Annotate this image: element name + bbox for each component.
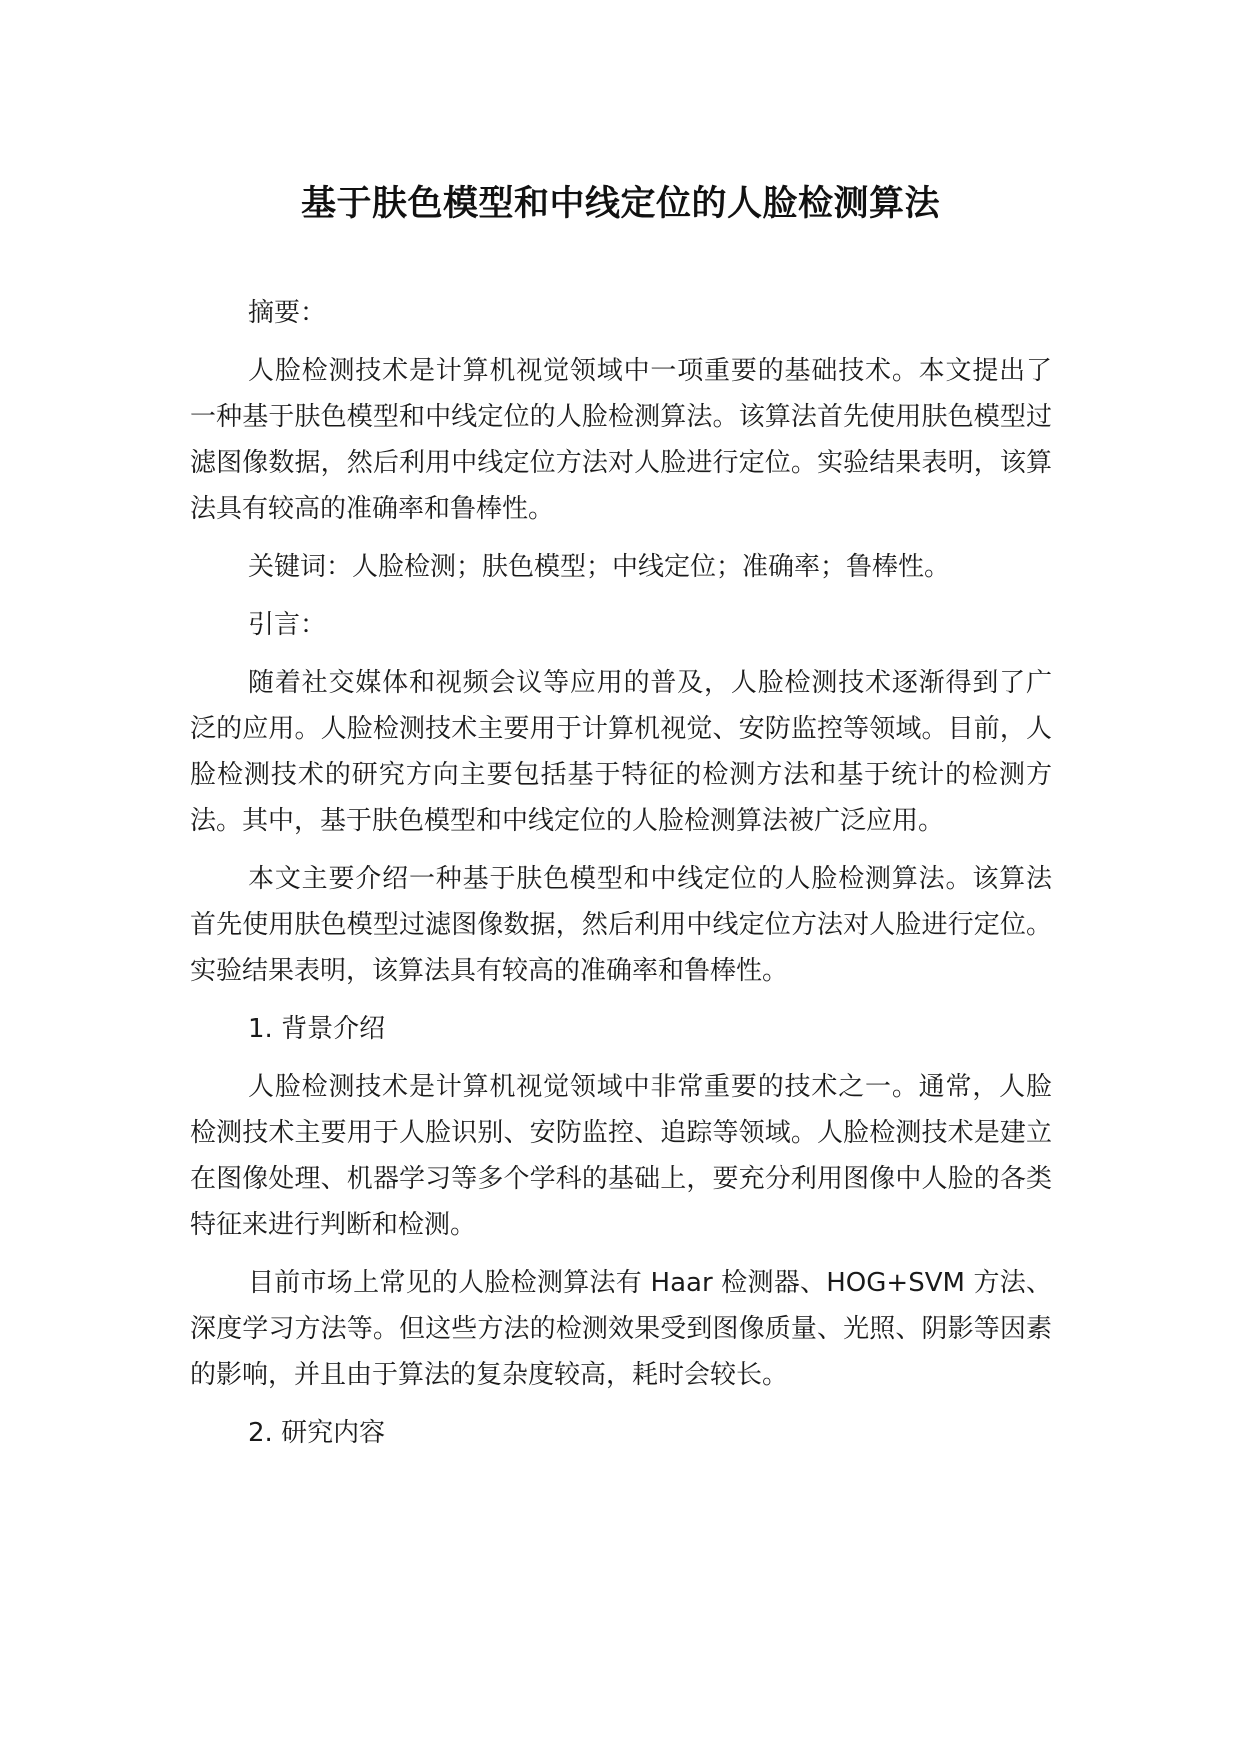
intro-paragraph-1: 随着社交媒体和视频会议等应用的普及，人脸检测技术逐渐得到了广泛的应用。人脸检测技术主要用于计算机视觉、安防监控等领域。目前，人脸检测技术的研究方向主要包括基于特征的检测方法和基于统计的检测方法。其中，基于肤色模型和中线定位的人脸检测算法被广泛应用。	[190, 668, 1052, 836]
abstract-label: 摘要：	[248, 298, 327, 328]
abstract-paragraph: 人脸检测技术是计算机视觉领域中一项重要的基础技术。本文提出了一种基于肤色模型和中线定位的人脸检测算法。该算法首先使用肤色模型过滤图像数据，然后利用中线定位方法对人脸进行定位。实验结果表明，该算法具有较高的准确率和鲁棒性。	[190, 356, 1052, 524]
section-1-paragraph-1: 人脸检测技术是计算机视觉领域中非常重要的技术之一。通常，人脸检测技术主要用于人脸识别、安防监控、追踪等领域。人脸检测技术是建立在图像处理、机器学习等多个学科的基础上，要充分利用图像中人脸的各类特征来进行判断和检测。	[190, 1072, 1052, 1240]
section-1-paragraph-2: 目前市场上常见的人脸检测算法有 Haar 检测器、HOG+SVM 方法、深度学习方法等。但这些方法的检测效果受到图像质量、光照、阴影等因素的影响，并且由于算法的复杂度较高，耗时会较长。	[190, 1268, 1052, 1390]
paper-body	[190, 290, 1052, 1468]
intro-label: 引言：	[248, 610, 327, 640]
keywords-line: 关键词：人脸检测；肤色模型；中线定位；准确率；鲁棒性。	[248, 552, 951, 582]
intro-paragraph-2: 本文主要介绍一种基于肤色模型和中线定位的人脸检测算法。该算法首先使用肤色模型过滤图像数据，然后利用中线定位方法对人脸进行定位。实验结果表明，该算法具有较高的准确率和鲁棒性。	[190, 864, 1052, 986]
section-1-heading: 1. 背景介绍	[248, 1014, 386, 1044]
paper-title: 基于肤色模型和中线定位的人脸检测算法	[300, 184, 940, 224]
section-2-heading: 2. 研究内容	[248, 1418, 386, 1448]
